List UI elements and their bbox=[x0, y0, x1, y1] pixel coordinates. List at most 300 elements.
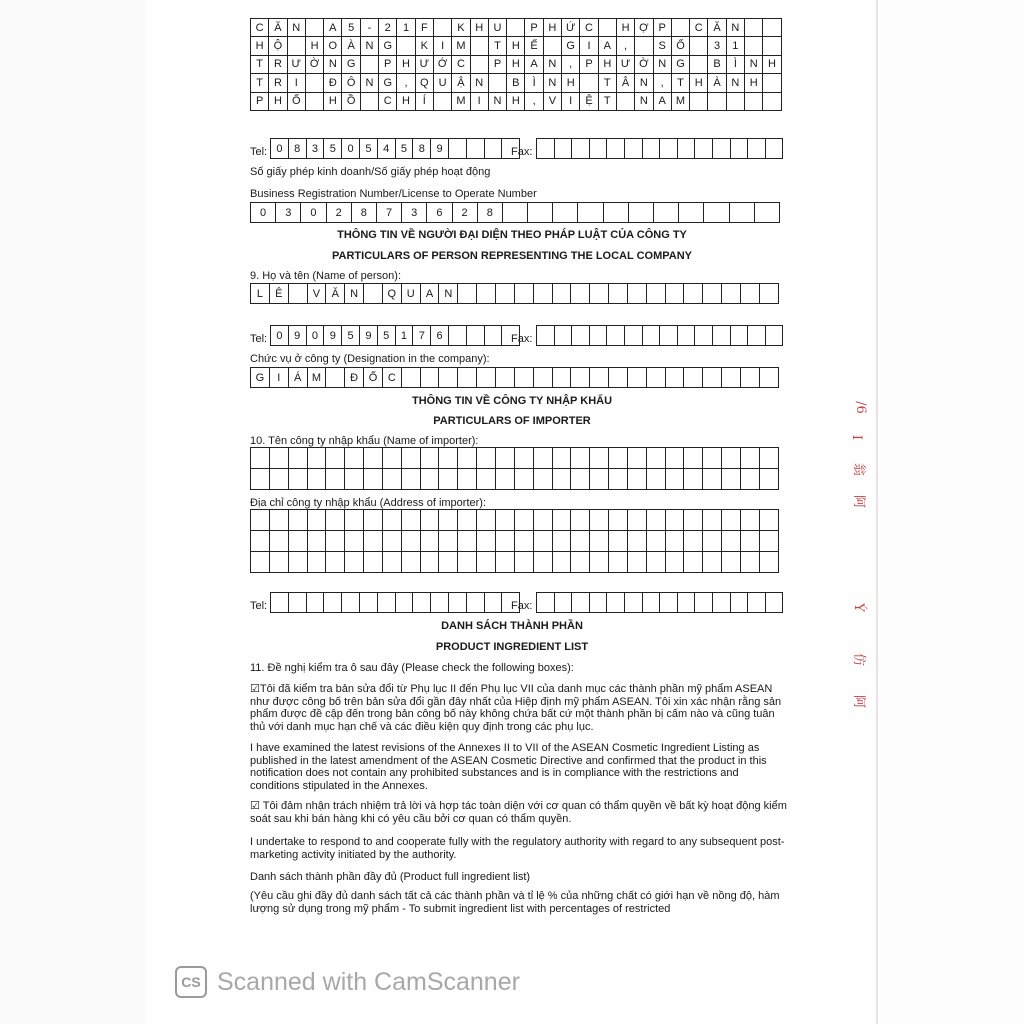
designation-char-cell bbox=[421, 368, 440, 388]
tel-digit-cell bbox=[467, 139, 485, 159]
importer-address-cell bbox=[345, 531, 364, 552]
tel-digit-cell: 5 bbox=[342, 326, 360, 346]
license-digit-cell bbox=[654, 203, 679, 223]
address-cell: Ậ bbox=[452, 74, 470, 92]
importer-address-cell bbox=[402, 531, 421, 552]
company-fax-grid bbox=[536, 138, 783, 159]
designation-label: Chức vụ ở công ty (Designation in the company): bbox=[250, 353, 490, 365]
importer-name-cell bbox=[383, 469, 402, 490]
address-cell bbox=[690, 37, 708, 55]
designation-char-cell bbox=[534, 368, 553, 388]
importer-address-cell bbox=[515, 531, 534, 552]
license-grid bbox=[250, 202, 780, 223]
address-cell: I bbox=[471, 93, 489, 111]
address-cell: 1 bbox=[397, 19, 415, 37]
address-cell bbox=[763, 93, 781, 111]
tel-digit-cell bbox=[413, 593, 431, 613]
license-digit-cell bbox=[730, 203, 755, 223]
importer-address-cell bbox=[402, 552, 421, 573]
address-cell bbox=[306, 74, 324, 92]
address-cell: N bbox=[324, 56, 342, 74]
address-cell bbox=[397, 37, 415, 55]
address-cell: M bbox=[452, 37, 470, 55]
tel-digit-cell: 9 bbox=[289, 326, 307, 346]
tel-digit-cell bbox=[271, 593, 289, 613]
camscanner-watermark bbox=[175, 964, 520, 1000]
importer-section-title-vi: THÔNG TIN VỀ CÔNG TY NHẬP KHẨU bbox=[411, 395, 613, 407]
address-cell bbox=[580, 74, 598, 92]
address-cell: H bbox=[507, 56, 525, 74]
importer-name-label: 10. Tên công ty nhập khẩu (Name of importer): bbox=[250, 435, 479, 447]
importer-address-cell bbox=[703, 531, 722, 552]
address-cell: À bbox=[342, 37, 360, 55]
importer-address-cell bbox=[760, 531, 779, 552]
fax-digit-cell bbox=[748, 593, 766, 613]
importer-name-cell bbox=[289, 469, 308, 490]
address-cell: G bbox=[379, 74, 397, 92]
importer-name-cell bbox=[647, 448, 666, 469]
importer-address-cell bbox=[289, 552, 308, 573]
fax-digit-cell bbox=[748, 326, 766, 346]
address-cell: P bbox=[489, 56, 507, 74]
address-cell bbox=[306, 19, 324, 37]
importer-name-cell bbox=[364, 469, 383, 490]
importer-address-cell bbox=[439, 510, 458, 531]
tel-digit-cell: 5 bbox=[324, 139, 342, 159]
rep-name-label: 9. Họ và tên (Name of person): bbox=[250, 270, 402, 282]
license-label-vi: Số giấy phép kinh doanh/Số giấy phép hoạt động bbox=[250, 166, 491, 178]
address-cell bbox=[690, 93, 708, 111]
designation-char-cell bbox=[402, 368, 421, 388]
address-cell: H bbox=[306, 37, 324, 55]
importer-name-cell bbox=[421, 448, 440, 469]
tel-digit-cell: 0 bbox=[271, 326, 289, 346]
address-cell: I bbox=[562, 93, 580, 111]
importer-name-cell bbox=[515, 448, 534, 469]
full-list-title: Danh sách thành phần đầy đủ (Product full ingredient list) bbox=[250, 871, 531, 883]
designation-char-cell bbox=[515, 368, 534, 388]
importer-address-cell bbox=[251, 531, 270, 552]
importer-name-cell bbox=[515, 469, 534, 490]
importer-name-cell bbox=[703, 448, 722, 469]
importer-address-cell bbox=[383, 552, 402, 573]
tel-digit-cell: 8 bbox=[289, 139, 307, 159]
importer-name-cell bbox=[496, 448, 515, 469]
importer-name-cell bbox=[722, 448, 741, 469]
declaration-2-vi: ☑ Tôi đảm nhận trách nhiệm trả lời và hợp tác toàn diện với cơ quan có thẩm quyền về bất kỳ hoạt động kiểm soát sau khi bán hàng khi có yêu cầu bởi cơ quan có thẩm quyền. bbox=[250, 800, 787, 825]
fax-digit-cell bbox=[695, 139, 713, 159]
address-cell: À bbox=[708, 74, 726, 92]
tel-digit-cell: 0 bbox=[307, 326, 325, 346]
tel-digit-cell bbox=[467, 593, 485, 613]
designation-char-cell bbox=[590, 368, 609, 388]
stamp-mark: 仿 bbox=[851, 652, 867, 667]
address-cell: C bbox=[690, 19, 708, 37]
fax-digit-cell bbox=[625, 326, 643, 346]
address-cell: C bbox=[251, 19, 269, 37]
address-cell: P bbox=[654, 19, 672, 37]
tel-digit-cell: 1 bbox=[396, 326, 414, 346]
importer-address-cell bbox=[439, 552, 458, 573]
address-cell: , bbox=[397, 74, 415, 92]
tel-digit-cell bbox=[307, 593, 325, 613]
tel-digit-cell: 0 bbox=[342, 139, 360, 159]
designation-char-cell bbox=[684, 368, 703, 388]
address-cell: I bbox=[580, 37, 598, 55]
address-cell: Ờ bbox=[306, 56, 324, 74]
address-cell: R bbox=[269, 74, 287, 92]
importer-address-cell bbox=[722, 510, 741, 531]
address-cell: N bbox=[489, 93, 507, 111]
fax-digit-cell bbox=[713, 326, 731, 346]
address-cell: H bbox=[617, 19, 635, 37]
address-cell: T bbox=[599, 93, 617, 111]
address-cell: P bbox=[379, 56, 397, 74]
address-cell: , bbox=[654, 74, 672, 92]
designation-char-cell: G bbox=[251, 368, 270, 388]
name-char-cell: L bbox=[251, 284, 270, 304]
fax-digit-cell bbox=[766, 326, 784, 346]
address-cell: N bbox=[635, 93, 653, 111]
address-cell bbox=[708, 93, 726, 111]
importer-name-cell bbox=[628, 469, 647, 490]
fax-digit-cell bbox=[537, 326, 555, 346]
license-digit-cell: 0 bbox=[251, 203, 276, 223]
tel-digit-cell bbox=[396, 593, 414, 613]
address-cell: Đ bbox=[324, 74, 342, 92]
importer-address-cell bbox=[477, 510, 496, 531]
tel-digit-cell bbox=[360, 593, 378, 613]
importer-address-cell bbox=[515, 510, 534, 531]
designation-char-cell bbox=[609, 368, 628, 388]
address-cell: Í bbox=[416, 93, 434, 111]
tel-digit-cell: 5 bbox=[360, 139, 378, 159]
importer-address-cell bbox=[571, 552, 590, 573]
license-digit-cell bbox=[704, 203, 729, 223]
address-cell: , bbox=[525, 93, 543, 111]
importer-name-cell bbox=[383, 448, 402, 469]
importer-name-cell bbox=[308, 469, 327, 490]
tel-digit-cell: 7 bbox=[413, 326, 431, 346]
fax-digit-cell bbox=[537, 593, 555, 613]
address-cell: N bbox=[745, 56, 763, 74]
importer-address-cell bbox=[553, 552, 572, 573]
importer-address-cell bbox=[289, 531, 308, 552]
ingredient-section-title-vi: DANH SÁCH THÀNH PHẦN bbox=[441, 620, 583, 632]
designation-char-cell: Đ bbox=[345, 368, 364, 388]
importer-address-cell bbox=[703, 510, 722, 531]
importer-address-cell bbox=[496, 510, 515, 531]
address-cell: Ộ bbox=[269, 37, 287, 55]
address-cell: Q bbox=[416, 74, 434, 92]
fax-digit-cell bbox=[695, 593, 713, 613]
company-tel-grid bbox=[270, 138, 520, 159]
rep-tel-grid bbox=[270, 325, 520, 346]
importer-address-cell bbox=[760, 510, 779, 531]
address-cell: Ư bbox=[416, 56, 434, 74]
name-char-cell bbox=[628, 284, 647, 304]
fax-digit-cell bbox=[572, 593, 590, 613]
address-cell bbox=[745, 93, 763, 111]
license-digit-cell bbox=[679, 203, 704, 223]
tel-digit-cell bbox=[485, 326, 503, 346]
fax-digit-cell bbox=[625, 139, 643, 159]
address-cell: M bbox=[672, 93, 690, 111]
designation-char-cell bbox=[703, 368, 722, 388]
designation-char-cell bbox=[741, 368, 760, 388]
stamp-mark: I bbox=[849, 434, 865, 441]
designation-char-cell bbox=[571, 368, 590, 388]
designation-char-cell: M bbox=[308, 368, 327, 388]
importer-address-cell bbox=[308, 510, 327, 531]
name-char-cell bbox=[553, 284, 572, 304]
designation-char-cell: Á bbox=[289, 368, 308, 388]
address-cell: - bbox=[361, 19, 379, 37]
importer-address-cell bbox=[684, 510, 703, 531]
importer-name-cell bbox=[364, 448, 383, 469]
license-digit-cell bbox=[629, 203, 654, 223]
address-cell: 1 bbox=[727, 37, 745, 55]
address-cell: P bbox=[580, 56, 598, 74]
importer-address-cell bbox=[590, 510, 609, 531]
address-cell bbox=[763, 74, 781, 92]
importer-address-cell bbox=[553, 531, 572, 552]
tel-digit-cell bbox=[431, 593, 449, 613]
fax-digit-cell bbox=[731, 593, 749, 613]
address-cell bbox=[288, 37, 306, 55]
address-cell: T bbox=[599, 74, 617, 92]
address-cell: O bbox=[324, 37, 342, 55]
address-cell bbox=[471, 37, 489, 55]
designation-char-cell bbox=[553, 368, 572, 388]
address-cell: Ờ bbox=[635, 56, 653, 74]
address-cell: Ì bbox=[727, 56, 745, 74]
importer-name-cell bbox=[703, 469, 722, 490]
address-cell bbox=[745, 19, 763, 37]
importer-name-grid bbox=[250, 447, 779, 490]
importer-section-title-en: PARTICULARS OF IMPORTER bbox=[433, 415, 591, 427]
tel-digit-cell: 0 bbox=[271, 139, 289, 159]
fax-digit-cell bbox=[731, 139, 749, 159]
importer-address-cell bbox=[345, 552, 364, 573]
importer-address-cell bbox=[345, 510, 364, 531]
importer-address-cell bbox=[270, 531, 289, 552]
importer-name-cell bbox=[760, 448, 779, 469]
designation-char-cell bbox=[760, 368, 779, 388]
address-cell: , bbox=[562, 56, 580, 74]
importer-address-cell bbox=[326, 552, 345, 573]
importer-address-cell bbox=[760, 552, 779, 573]
fax-digit-cell bbox=[607, 139, 625, 159]
fax-digit-cell bbox=[590, 326, 608, 346]
fax-digit-cell bbox=[660, 326, 678, 346]
importer-name-cell bbox=[741, 448, 760, 469]
importer-address-cell bbox=[270, 510, 289, 531]
address-cell: P bbox=[251, 93, 269, 111]
designation-char-cell: Ố bbox=[364, 368, 383, 388]
importer-address-cell bbox=[251, 552, 270, 573]
importer-name-cell bbox=[666, 469, 685, 490]
tel-digit-cell: 8 bbox=[413, 139, 431, 159]
name-char-cell bbox=[666, 284, 685, 304]
name-char-cell bbox=[703, 284, 722, 304]
address-cell: Ă bbox=[708, 19, 726, 37]
address-cell: C bbox=[580, 19, 598, 37]
designation-char-cell bbox=[722, 368, 741, 388]
rep-fax-label: Fax: bbox=[511, 333, 533, 345]
address-cell: Ợ bbox=[635, 19, 653, 37]
importer-address-grid bbox=[250, 509, 779, 573]
address-cell: H bbox=[397, 56, 415, 74]
importer-name-cell bbox=[326, 469, 345, 490]
importer-address-cell bbox=[647, 552, 666, 573]
name-char-cell bbox=[534, 284, 553, 304]
stamp-mark: 翁 bbox=[851, 462, 867, 477]
address-cell bbox=[507, 19, 525, 37]
address-cell: C bbox=[379, 93, 397, 111]
name-char-cell bbox=[515, 284, 534, 304]
tel-digit-cell: 5 bbox=[378, 326, 396, 346]
importer-name-cell bbox=[534, 448, 553, 469]
address-cell: N bbox=[654, 56, 672, 74]
fax-digit-cell bbox=[678, 593, 696, 613]
address-cell bbox=[471, 56, 489, 74]
address-cell: G bbox=[672, 56, 690, 74]
address-cell: T bbox=[251, 74, 269, 92]
importer-name-cell bbox=[741, 469, 760, 490]
name-char-cell: A bbox=[421, 284, 440, 304]
importer-address-cell bbox=[458, 531, 477, 552]
tel-digit-cell bbox=[449, 326, 467, 346]
importer-name-cell bbox=[609, 469, 628, 490]
address-cell: M bbox=[452, 93, 470, 111]
importer-address-cell bbox=[609, 531, 628, 552]
camscanner-text: Scanned with CamScanner bbox=[217, 967, 520, 996]
address-cell bbox=[727, 93, 745, 111]
importer-address-cell bbox=[383, 531, 402, 552]
fax-digit-cell bbox=[678, 326, 696, 346]
background-right bbox=[878, 0, 1024, 1024]
address-cell bbox=[306, 93, 324, 111]
address-cell: V bbox=[544, 93, 562, 111]
importer-name-cell bbox=[496, 469, 515, 490]
name-char-cell bbox=[647, 284, 666, 304]
designation-grid bbox=[250, 367, 779, 388]
importer-name-cell bbox=[421, 469, 440, 490]
importer-name-cell bbox=[590, 469, 609, 490]
name-char-cell: Q bbox=[383, 284, 402, 304]
importer-name-cell bbox=[477, 448, 496, 469]
importer-name-cell bbox=[553, 448, 572, 469]
importer-address-cell bbox=[571, 510, 590, 531]
importer-name-cell bbox=[345, 469, 364, 490]
address-cell bbox=[434, 93, 452, 111]
address-cell: N bbox=[544, 56, 562, 74]
fax-digit-cell bbox=[555, 593, 573, 613]
importer-fax-label: Fax: bbox=[511, 600, 533, 612]
importer-name-cell bbox=[666, 448, 685, 469]
fax-digit-cell bbox=[572, 139, 590, 159]
importer-address-cell bbox=[722, 531, 741, 552]
fax-digit-cell bbox=[590, 593, 608, 613]
importer-address-cell bbox=[571, 531, 590, 552]
license-label-en: Business Registration Number/License to Operate Number bbox=[250, 188, 537, 200]
tel-digit-cell bbox=[378, 593, 396, 613]
address-cell: Ă bbox=[269, 19, 287, 37]
address-cell: 2 bbox=[379, 19, 397, 37]
importer-address-cell bbox=[609, 552, 628, 573]
address-cell: Â bbox=[617, 74, 635, 92]
name-char-cell bbox=[364, 284, 383, 304]
importer-address-cell bbox=[308, 552, 327, 573]
address-cell bbox=[635, 37, 653, 55]
fax-digit-cell bbox=[766, 139, 784, 159]
importer-tel-label: Tel: bbox=[250, 600, 268, 612]
name-char-cell bbox=[496, 284, 515, 304]
address-cell: I bbox=[288, 74, 306, 92]
importer-address-cell bbox=[439, 531, 458, 552]
importer-name-cell bbox=[609, 448, 628, 469]
importer-name-cell bbox=[647, 469, 666, 490]
importer-address-cell bbox=[628, 531, 647, 552]
address-cell bbox=[544, 37, 562, 55]
importer-name-cell bbox=[251, 469, 270, 490]
importer-name-cell bbox=[571, 469, 590, 490]
address-grid bbox=[250, 18, 782, 111]
license-digit-cell: 2 bbox=[453, 203, 478, 223]
address-cell: H bbox=[599, 56, 617, 74]
address-cell: A bbox=[324, 19, 342, 37]
importer-address-cell bbox=[364, 531, 383, 552]
fax-digit-cell bbox=[660, 139, 678, 159]
name-char-cell bbox=[477, 284, 496, 304]
importer-name-cell bbox=[289, 448, 308, 469]
importer-address-cell bbox=[590, 552, 609, 573]
tel-digit-cell: 9 bbox=[360, 326, 378, 346]
license-digit-cell bbox=[503, 203, 528, 223]
declaration-2-en: I undertake to respond to and cooperate fully with the regulatory authority with regard to any subsequent post-marketing activity initiated by the authority. bbox=[250, 836, 785, 861]
importer-address-cell bbox=[308, 531, 327, 552]
importer-name-cell bbox=[684, 448, 703, 469]
importer-name-cell bbox=[760, 469, 779, 490]
tel-digit-cell bbox=[289, 593, 307, 613]
address-cell bbox=[763, 19, 781, 37]
importer-address-cell bbox=[590, 531, 609, 552]
rep-section-title-en: PARTICULARS OF PERSON REPRESENTING THE LOCAL COMPANY bbox=[332, 250, 692, 262]
importer-address-cell bbox=[628, 552, 647, 573]
address-cell: H bbox=[397, 93, 415, 111]
importer-address-cell bbox=[326, 531, 345, 552]
address-cell: H bbox=[745, 74, 763, 92]
importer-address-cell bbox=[741, 510, 760, 531]
name-char-cell bbox=[458, 284, 477, 304]
address-cell: N bbox=[635, 74, 653, 92]
importer-address-cell bbox=[609, 510, 628, 531]
importer-address-cell bbox=[289, 510, 308, 531]
address-cell: B bbox=[708, 56, 726, 74]
importer-address-cell bbox=[421, 510, 440, 531]
importer-name-cell bbox=[477, 469, 496, 490]
importer-address-cell bbox=[421, 531, 440, 552]
importer-address-cell bbox=[703, 552, 722, 573]
license-digit-cell bbox=[528, 203, 553, 223]
fax-digit-cell bbox=[572, 326, 590, 346]
address-cell bbox=[745, 37, 763, 55]
address-cell: H bbox=[324, 93, 342, 111]
license-digit-cell bbox=[755, 203, 780, 223]
importer-name-cell bbox=[251, 448, 270, 469]
tel-digit-cell bbox=[485, 139, 503, 159]
